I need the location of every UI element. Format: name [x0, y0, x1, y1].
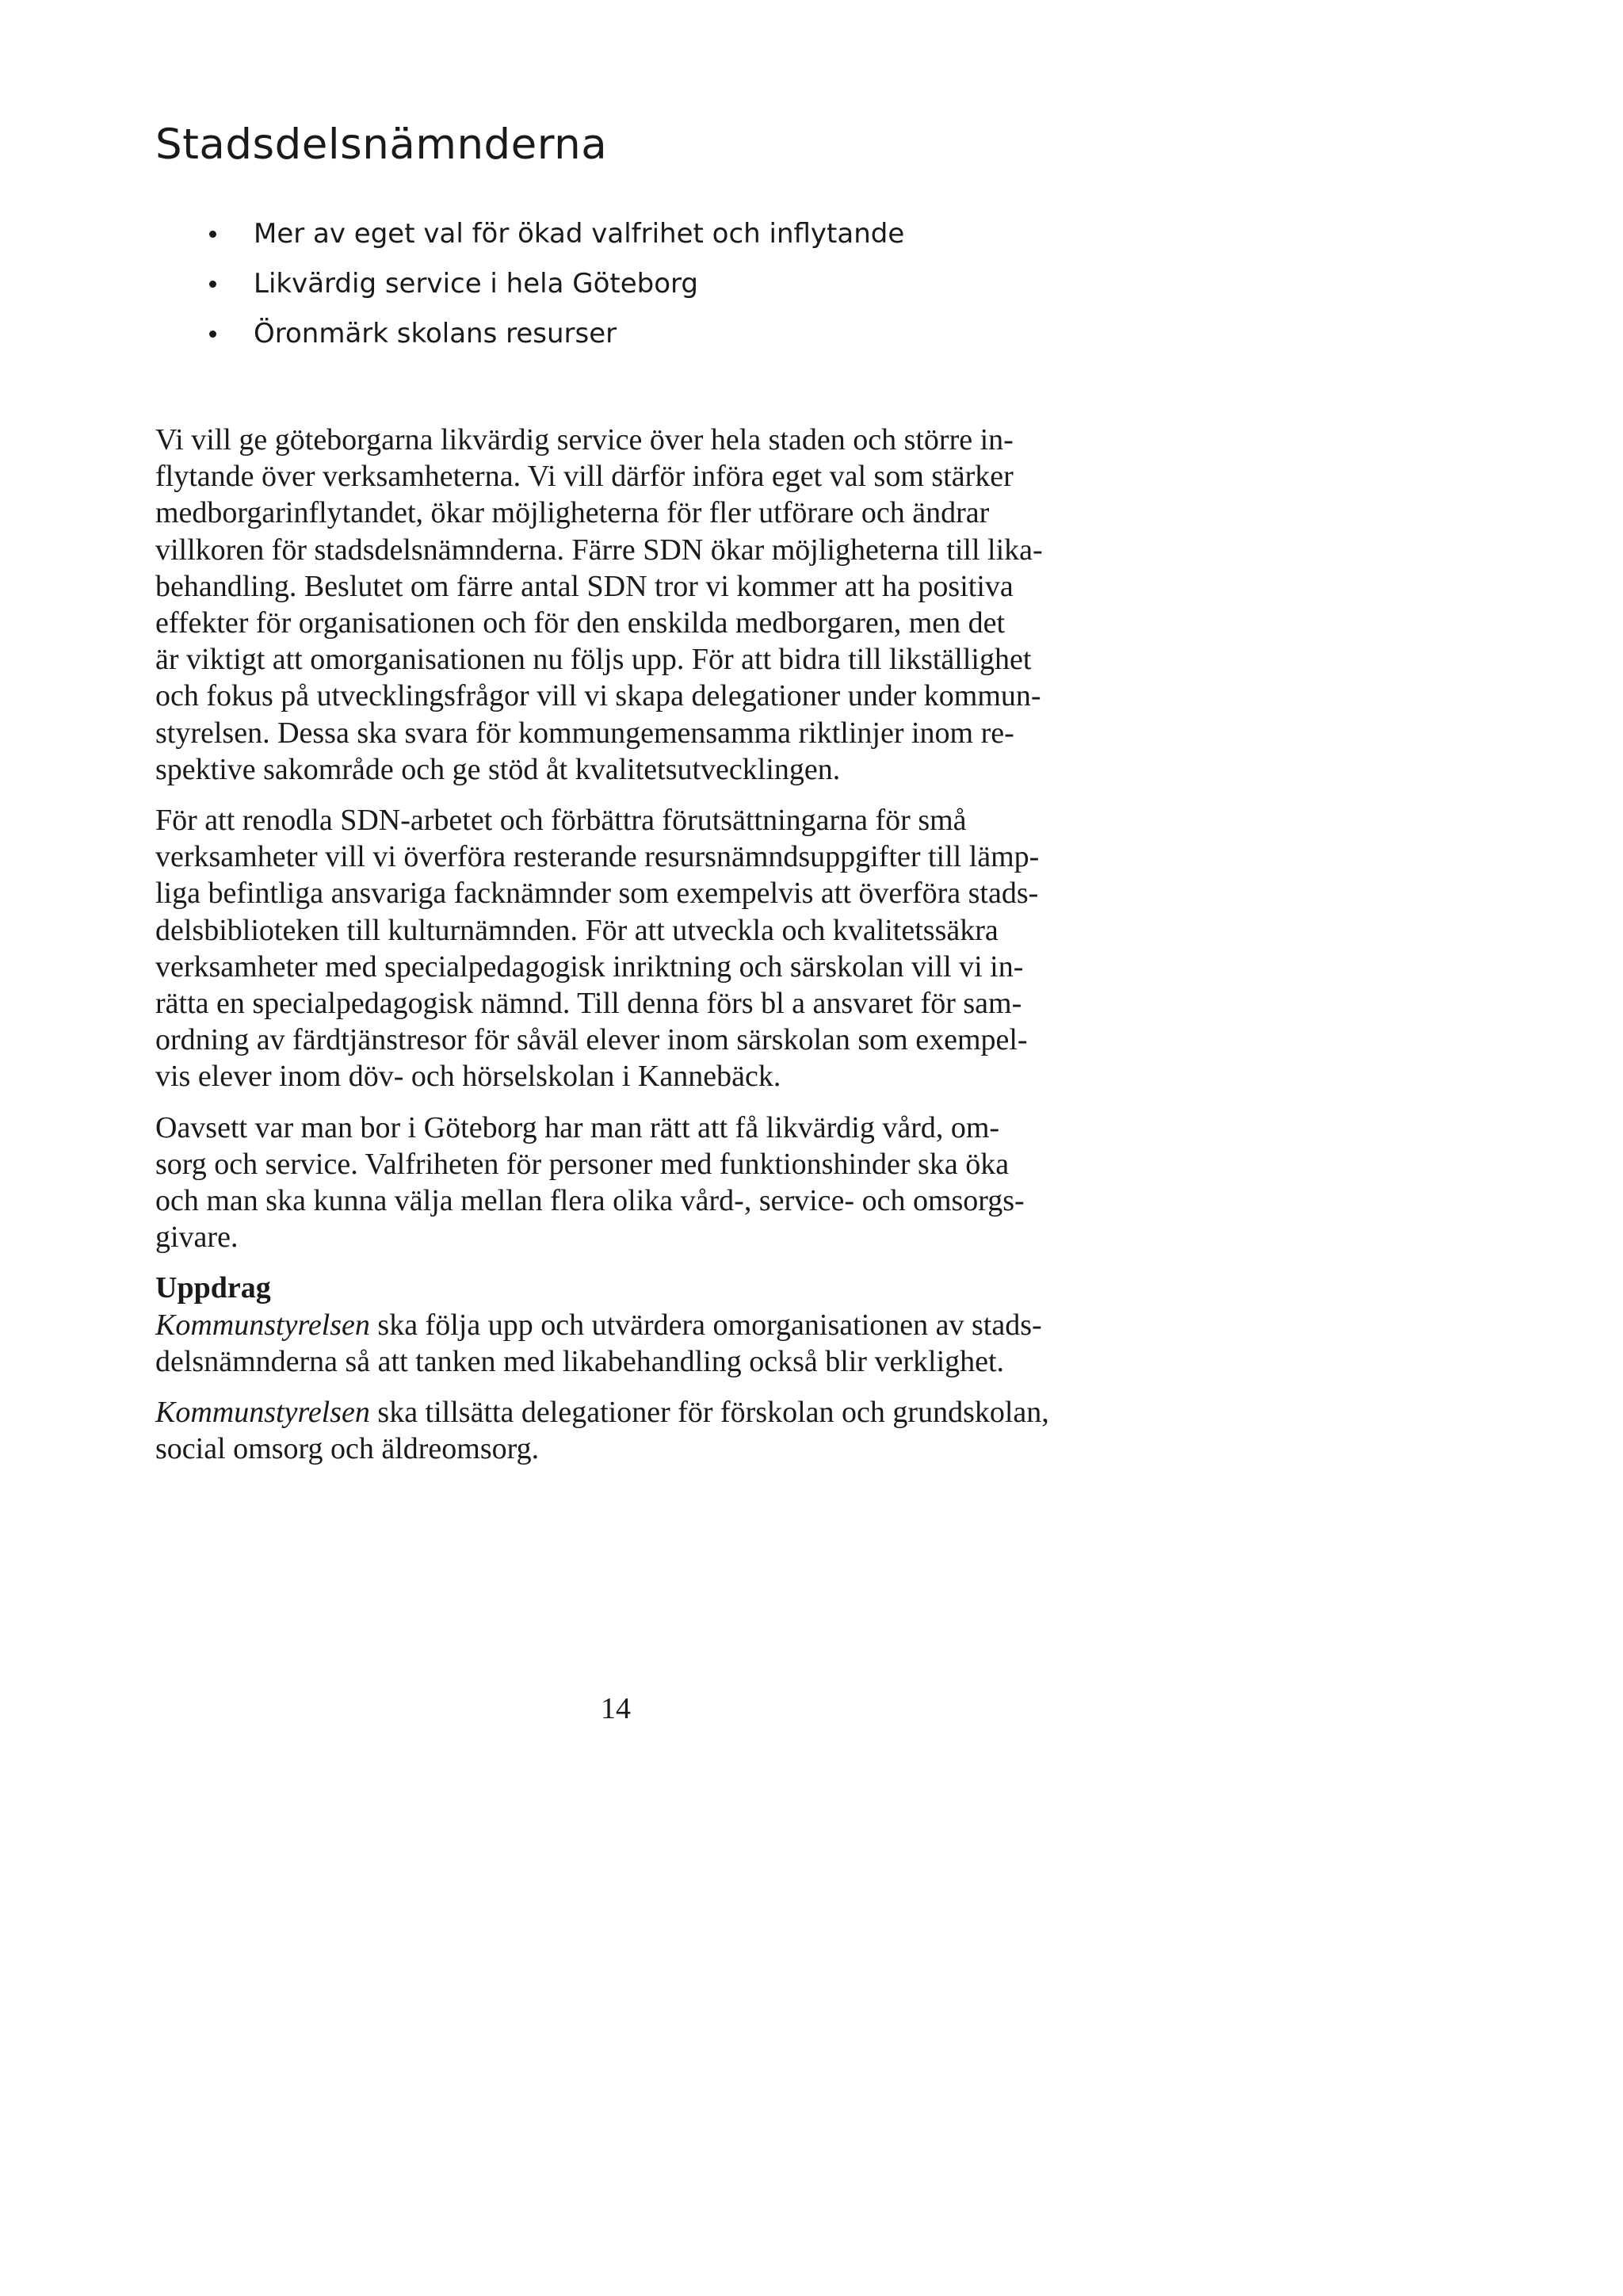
- text-line: verksamheter med specialpedagogisk inriktning och särskolan vill vi in-: [155, 949, 1024, 984]
- list-item: [155, 262, 904, 312]
- text-line: sorg och service. Valfriheten för personer med funktionshinder ska öka: [155, 1147, 1010, 1181]
- text-line: social omsorg och äldreomsorg.: [155, 1432, 540, 1466]
- paragraph: [155, 1110, 1098, 1256]
- text-line: spektive sakområde och ge stöd åt kvalitetsutvecklingen.: [155, 752, 841, 786]
- text-line: Vi vill ge göteborgarna likvärdig service över hela staden och större in-: [155, 423, 1014, 457]
- line-text: ska följa upp och utvärdera omorganisationen av stads-: [369, 1308, 1042, 1342]
- bullet-icon: [209, 231, 216, 238]
- text-line: För att renodla SDN-arbetet och förbättra förutsättningarna för små: [155, 804, 967, 838]
- text-line: och man ska kunna välja mellan flera olika vård-, service- och omsorgs-: [155, 1184, 1025, 1218]
- text-line: [155, 1394, 1098, 1431]
- text-line: delsnämnderna så att tanken med likabehandling också blir verklighet.: [155, 1344, 1005, 1378]
- bullet-icon: [209, 330, 216, 338]
- section-heading: Uppdrag: [155, 1271, 271, 1305]
- text-line: och fokus på utvecklingsfrågor vill vi skapa delegationer under kommun-: [155, 679, 1041, 713]
- text-line: liga befintliga ansvariga facknämnder som exempelvis att överföra stads-: [155, 877, 1039, 911]
- text-line: verksamheter vill vi överföra resterande resursnämndsuppgifter till lämp-: [155, 840, 1040, 874]
- body-text: [155, 422, 1098, 1481]
- bullet-icon: [209, 281, 216, 288]
- uppdrag-section: [155, 1270, 1098, 1380]
- organization-name: Kommunstyrelsen: [155, 1396, 370, 1430]
- text-line: [155, 1307, 1098, 1343]
- organization-name: Kommunstyrelsen: [155, 1308, 370, 1342]
- text-line: är viktigt att omorganisationen nu följs upp. För att bidra till likställighet: [155, 643, 1032, 677]
- text-line: rätta en specialpedagogisk nämnd. Till denna förs bl a ansvaret för sam-: [155, 987, 1022, 1021]
- text-line: styrelsen. Dessa ska svara för kommungemensamma riktlinjer inom re-: [155, 716, 1014, 750]
- text-line: effekter för organisationen och för den enskilda medborgaren, men det: [155, 606, 1006, 640]
- bullet-text: Mer av eget val för ökad valfrihet och inflytande: [254, 218, 905, 250]
- paragraph: [155, 802, 1098, 1095]
- text-line: flytande över verksamheterna. Vi vill därför införa eget val som stärker: [155, 460, 1014, 494]
- page-number: 14: [601, 1692, 631, 1725]
- bullet-list: [155, 212, 904, 362]
- bullet-text: Öronmärk skolans resurser: [254, 318, 617, 350]
- text-line: villkoren för stadsdelsnämnderna. Färre SDN ökar möjligheterna till lika-: [155, 533, 1043, 567]
- paragraph: [155, 1394, 1098, 1467]
- text-line: ordning av färdtjänstresor för såväl elever inom särskolan som exempel-: [155, 1023, 1028, 1057]
- paragraph: [155, 422, 1098, 788]
- bullet-text: Likvärdig service i hela Göteborg: [254, 268, 698, 300]
- text-line: medborgarinflytandet, ökar möjligheterna för fler utförare och ändrar: [155, 496, 990, 530]
- text-line: givare.: [155, 1221, 239, 1255]
- text-line: Oavsett var man bor i Göteborg har man rätt att få likvärdig vård, om-: [155, 1110, 1000, 1144]
- text-line: vis elever inom döv- och hörselskolan i Kannebäck.: [155, 1060, 781, 1094]
- text-line: behandling. Beslutet om färre antal SDN tror vi kommer att ha positiva: [155, 569, 1014, 603]
- list-item: [155, 312, 904, 362]
- list-item: [155, 212, 904, 262]
- page-title: Stadsdelsnämnderna: [155, 120, 608, 169]
- text-line: delsbiblioteken till kulturnämnden. För att utveckla och kvalitetssäkra: [155, 913, 999, 947]
- line-text: ska tillsätta delegationer för förskolan och grundskolan,: [369, 1396, 1049, 1430]
